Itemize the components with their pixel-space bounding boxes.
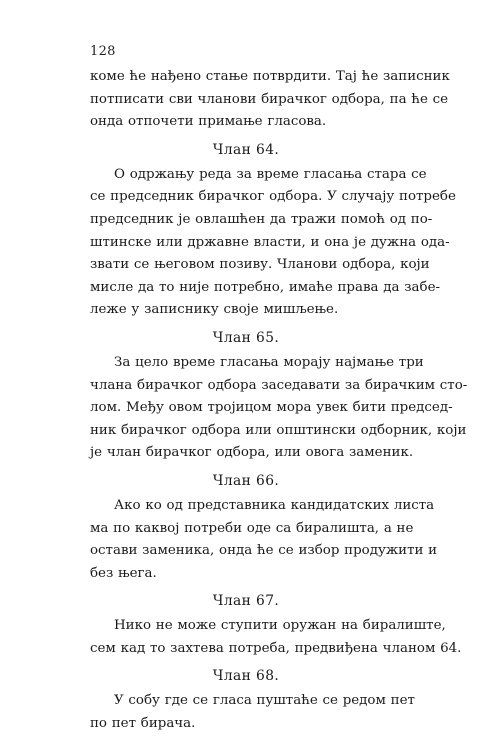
text-line: коме ће нађено стање потврдити. Тај ће записник bbox=[90, 69, 450, 84]
text-line: ник бирачког одбора или општински одборник, који bbox=[90, 422, 467, 438]
text-line: остави заменика, онда ће се избор продужити и bbox=[90, 543, 438, 559]
text-line: председник је овлашћен да тражи помоћ од по- bbox=[90, 211, 433, 227]
text-line: лом. Међу овом тројицом мора увек бити председ- bbox=[90, 400, 453, 416]
text-line: потписати сви чланови бирачког одбора, па ће се bbox=[90, 91, 449, 107]
article-heading-66: Члан 66. bbox=[212, 472, 280, 489]
article-body-64 bbox=[90, 164, 456, 322]
text-line: онда отпочети примање гласова. bbox=[90, 114, 327, 130]
text-line: За цело време гласања морају најмање три bbox=[114, 354, 424, 370]
text-line: сем кад то захтева потреба, предвиђена чланом 64. bbox=[90, 640, 462, 656]
text-line: је члан бирачког одбора, или овога заменик. bbox=[90, 445, 414, 461]
text-line: Ако ко од представника кандидатских листа bbox=[114, 497, 435, 513]
text-line: по пет бирача. bbox=[90, 716, 196, 732]
text-line: штинске или државне власти, и она је дужна ода- bbox=[90, 234, 450, 250]
article-body-65 bbox=[90, 352, 468, 465]
text-line: мисле да то није потребно, имаће права да забе- bbox=[90, 279, 441, 295]
text-line: леже у записнику своје мишљење. bbox=[90, 302, 339, 318]
text-block bbox=[90, 66, 468, 736]
article-body-68 bbox=[90, 690, 415, 735]
text-line: Нико не може ступити оружан на биралиште, bbox=[114, 618, 446, 634]
paragraph-continuation bbox=[90, 66, 450, 134]
text-line: се председник бирачког одбора. У случају потребе bbox=[90, 189, 456, 205]
page-number: 128 bbox=[90, 44, 116, 59]
article-heading-64: Члан 64. bbox=[212, 141, 280, 158]
article-heading-67: Члан 67. bbox=[212, 593, 280, 610]
text-line: звати се његовом позиву. Чланови одбора, који bbox=[90, 257, 430, 273]
article-heading-65: Члан 65. bbox=[212, 329, 280, 346]
text-line: члана бирачког одбора заседавати за бирачким сто- bbox=[90, 377, 468, 393]
text-line: О одржању реда за време гласања стара се bbox=[114, 166, 427, 182]
text-line: ма по каквој потреби оде са биралишта, а не bbox=[90, 520, 414, 536]
text-line: У собу где се гласа пуштаће се редом пет bbox=[114, 693, 415, 709]
article-body-67 bbox=[90, 615, 462, 660]
text-line: без њега. bbox=[90, 565, 157, 581]
article-heading-68: Члан 68. bbox=[212, 668, 280, 685]
article-body-66 bbox=[90, 495, 438, 585]
